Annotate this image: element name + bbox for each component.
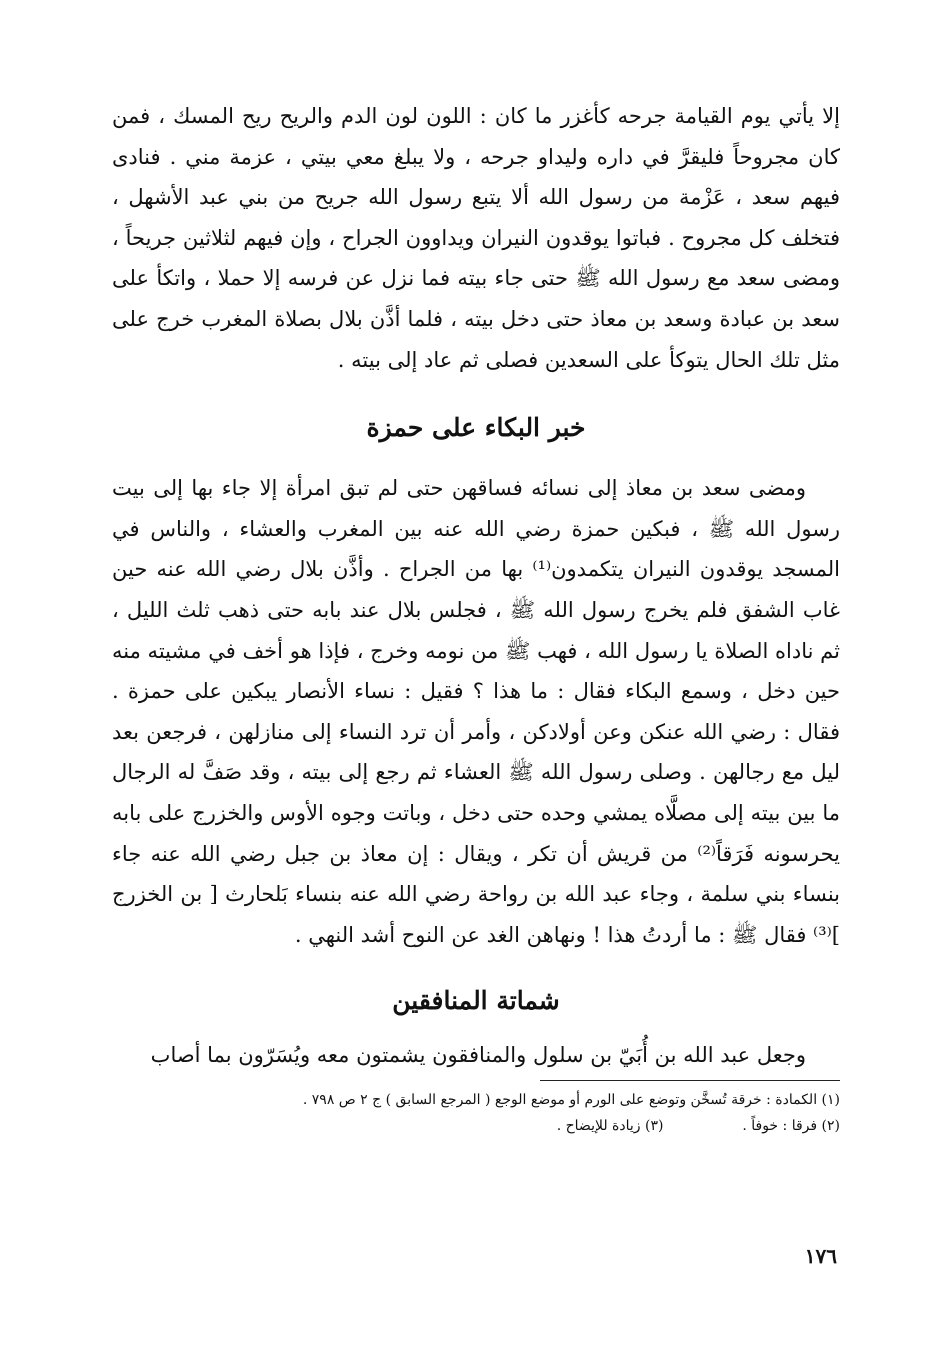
footnote-3: (٣) زيادة للإيضاح . xyxy=(556,1117,664,1134)
footnote-1: (١) الكمادة : خرقة تُسخَّن وتوضع على الورم أو موضع الوجع ( المرجع السابق ) ج ٢ ص ٧٩٨ . xyxy=(302,1091,840,1108)
page-body xyxy=(112,96,840,1139)
footnote-2: (٢) فرقا : خوفاً . xyxy=(742,1117,840,1134)
section-paragraph-weeping-hamza: ومضى سعد بن معاذ إلى نسائه فساقهن حتى لم تبق امرأة إلا جاء بها إلى بيت رسول الله ﷺ ، فبكين حمزة رضي الله عنه بين المغرب والعشاء ، والناس في المسجد يوقدون النيران يتكمدون⁽¹⁾ بها من الجراح . وأذَّن بلال رضي الله عنه حين غاب الشفق فلم يخرج رسول الله ﷺ ، فجلس بلال عند بابه حتى ذهب ثلث الليل ، ثم ناداه الصلاة يا رسول الله ، فهب ﷺ من نومه وخرج ، فإذا هو أخف في مشيته منه حين دخل ، وسمع البكاء فقال : ما هذا ؟ فقيل : نساء الأنصار يبكين على حمزة . فقال : رضي الله عنكن وعن أولادكن ، وأمر أن ترد النساء إلى منازلهن ، فرجعن بعد ليل مع رجالهن . وصلى رسول الله ﷺ العشاء ثم رجع إلى بيته ، وقد صَفَّ له الرجال ما بين بيته إلى مصلَّاه يمشي وحده حتى دخل ، وباتت وجوه الأوس والخزرج على بابه يحرسونه فَرَقاً⁽²⁾ من قريش أن تكر ، ويقال : إن معاذ بن جبل رضي الله عنه جاء بنساء بني سلمة ، وجاء عبد الله بن رواحة رضي الله عنه بنساء بَلحارث [ بن الخزرج ]⁽³⁾ فقال ﷺ : ما أردتُ هذا ! ونهاهن الغد عن النوح أشد النهي . xyxy=(112,476,840,947)
footnotes xyxy=(112,1087,840,1139)
section-title-weeping-hamza: خبر البكاء على حمزة xyxy=(366,413,586,443)
footnote-row-2 xyxy=(112,1113,840,1139)
page-number: ١٧٦ xyxy=(804,1244,837,1268)
intro-paragraph: إلا يأتي يوم القيامة جرحه كأغزر ما كان : اللون لون الدم والريح ريح المسك ، فمن كان مجروحاً فليقرَّ في داره وليداو جرحه ، ولا يبلغ معي بيتي ، عزمة مني . فنادى فيهم سعد ، عَزْمة من رسول الله ألا يتبع رسول الله جريح من بني عبد الأشهل ، فتخلف كل مجروح . فباتوا يوقدون النيران ويداوون الجراح ، وإن فيهم لثلاثين جريحاً ، ومضى سعد مع رسول الله ﷺ حتى جاء بيته فما نزل عن فرسه إلا حملا ، واتكأ على سعد بن عبادة وسعد بن معاذ حتى دخل بيته ، فلما أذَّن بلال بصلاة المغرب خرج على مثل تلك الحال يتوكأ على السعدين فصلى ثم عاد إلى بيته . xyxy=(112,104,840,372)
section-paragraph-hypocrites: وجعل عبد الله بن أُبَيّ بن سلول والمنافقون يشمتون معه ويُسَرّون بما أصاب xyxy=(150,1043,806,1068)
footnote-divider xyxy=(540,1080,840,1081)
section-title-hypocrites: شماتة المنافقين xyxy=(392,986,560,1016)
